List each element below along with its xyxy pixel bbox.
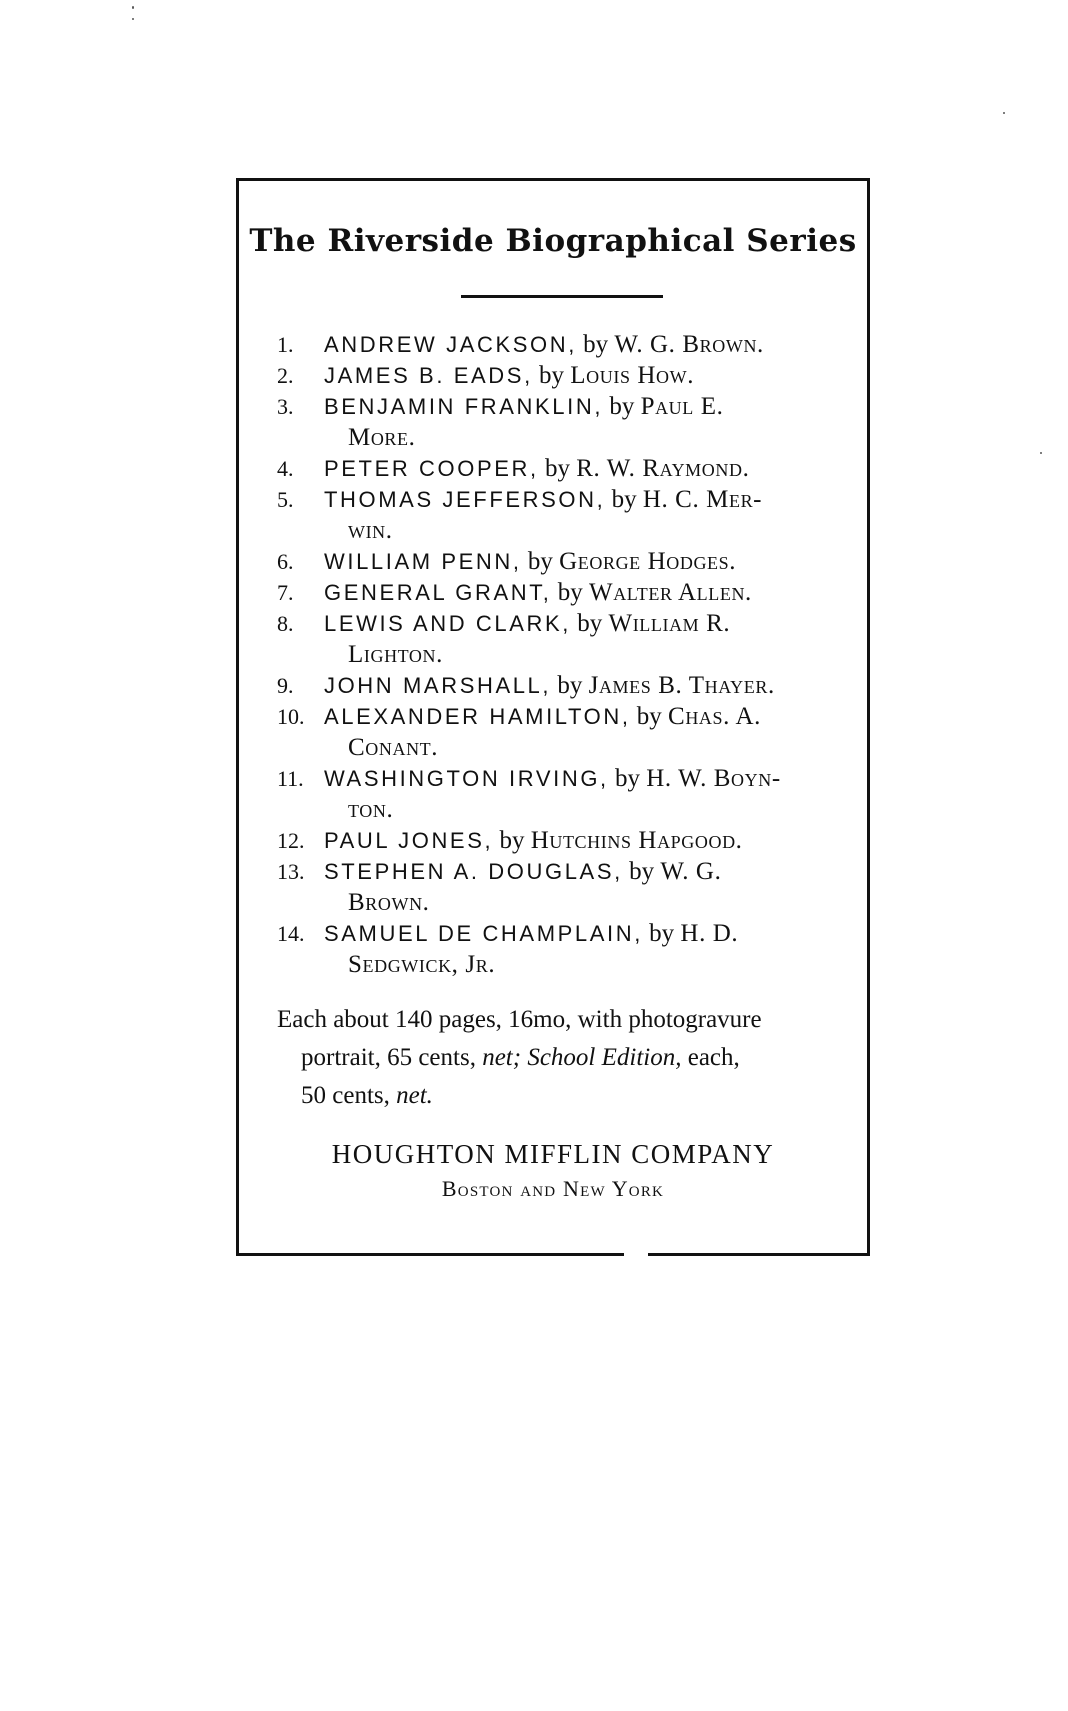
book-list-item [277,608,847,670]
pricing-line-3: 50 cents, net. [301,1082,433,1109]
book-author: W. G. Brown. [614,331,764,358]
pricing-line-1: Each about 140 pages, 16mo, with photogravure [277,1006,762,1033]
book-by: by [544,455,570,482]
book-by: by [636,703,662,730]
book-author: Hutchins Hapgood. [530,827,743,854]
book-entry [324,856,847,918]
book-subject: ALEXANDER HAMILTON, [324,704,631,729]
book-number: 6. [277,549,294,574]
book-list-item [277,360,847,391]
book-author: James B. Thayer. [588,672,775,699]
book-list-item [277,670,847,701]
book-entry [324,360,847,391]
book-number: 13. [277,859,305,884]
book-subject: PETER COOPER, [324,456,539,481]
book-subject: JOHN MARSHALL, [324,673,552,698]
scan-speck [132,6,134,9]
book-list-item [277,329,847,360]
book-author-continuation: More. [348,424,416,451]
book-author: Chas. A. [668,703,761,730]
book-by: by [499,827,525,854]
book-by: by [611,486,637,513]
publisher-name: HOUGHTON MIFFLIN COMPANY [331,1139,775,1169]
book-author: H. D. [680,920,739,947]
book-by: by [539,362,565,389]
book-author: George Hodges. [559,548,737,575]
book-subject: WILLIAM PENN, [324,549,522,574]
book-entry [324,391,847,453]
book-author: William R. [608,610,731,637]
book-number: 1. [277,332,294,357]
book-author: W. G. [660,858,722,885]
book-by: by [577,610,603,637]
frame-gap [624,1251,648,1257]
book-number: 5. [277,487,294,512]
book-list-item [277,577,847,608]
book-subject: THOMAS JEFFERSON, [324,487,606,512]
book-entry [324,329,847,360]
book-author: R. W. Raymond. [576,455,750,482]
book-number: 9. [277,673,294,698]
book-entry [324,918,847,980]
scan-speck [1040,452,1042,454]
publisher-city: Boston and New York [441,1176,665,1201]
book-subject: LEWIS AND CLARK, [324,611,571,636]
pricing-line-2: portrait, 65 cents, net; School Edition, each, [301,1044,740,1071]
book-by: by [609,393,635,420]
book-by: by [557,579,583,606]
title-rule [461,295,663,298]
book-entry [324,484,847,546]
book-author: Paul E. [640,393,724,420]
book-by: by [649,920,675,947]
scan-speck [1003,112,1005,114]
book-list-item [277,484,847,546]
book-subject: GENERAL GRANT, [324,580,552,605]
book-entry [324,670,847,701]
book-by: by [527,548,553,575]
book-subject: STEPHEN A. DOUGLAS, [324,859,623,884]
book-number: 12. [277,828,305,853]
book-number: 7. [277,580,294,605]
book-subject: SAMUEL DE CHAMPLAIN, [324,921,643,946]
book-author-continuation: Lighton. [348,641,443,668]
book-list-item [277,546,847,577]
book-by: by [629,858,655,885]
book-author-continuation: win. [348,517,393,544]
book-entry [324,453,847,484]
book-entry [324,577,847,608]
book-list-item [277,763,847,825]
book-number: 4. [277,456,294,481]
book-author-continuation: ton. [348,796,394,823]
book-author-continuation: Brown. [348,889,430,916]
book-list-item [277,391,847,453]
book-number: 8. [277,611,294,636]
book-entry [324,825,847,856]
book-number: 14. [277,921,305,946]
book-by: by [615,765,641,792]
book-author: Walter Allen. [589,579,752,606]
book-author: H. W. Boyn- [646,765,781,792]
book-list-item [277,825,847,856]
book-entry [324,608,847,670]
book-entry [324,763,847,825]
book-list-item [277,856,847,918]
book-subject: PAUL JONES, [324,828,494,853]
scan-speck [132,18,134,20]
book-author-continuation: Sedgwick, Jr. [348,951,496,978]
book-author: Louis How. [570,362,695,389]
book-subject: BENJAMIN FRANKLIN, [324,394,604,419]
book-number: 11. [277,766,304,791]
series-title: The Riverside Biographical Series [249,223,857,259]
book-number: 10. [277,704,305,729]
book-list [277,329,847,980]
pricing-note [277,1001,847,1115]
book-by: by [583,331,609,358]
book-list-item [277,453,847,484]
book-subject: ANDREW JACKSON, [324,332,577,357]
book-entry [324,546,847,577]
book-subject: WASHINGTON IRVING, [324,766,609,791]
book-list-item [277,701,847,763]
book-number: 2. [277,363,294,388]
book-number: 3. [277,394,294,419]
page-frame [236,178,870,1256]
book-author-continuation: Conant. [348,734,439,761]
book-entry [324,701,847,763]
book-list-item [277,918,847,980]
book-author: H. C. Mer- [642,486,763,513]
book-by: by [557,672,583,699]
book-subject: JAMES B. EADS, [324,363,533,388]
